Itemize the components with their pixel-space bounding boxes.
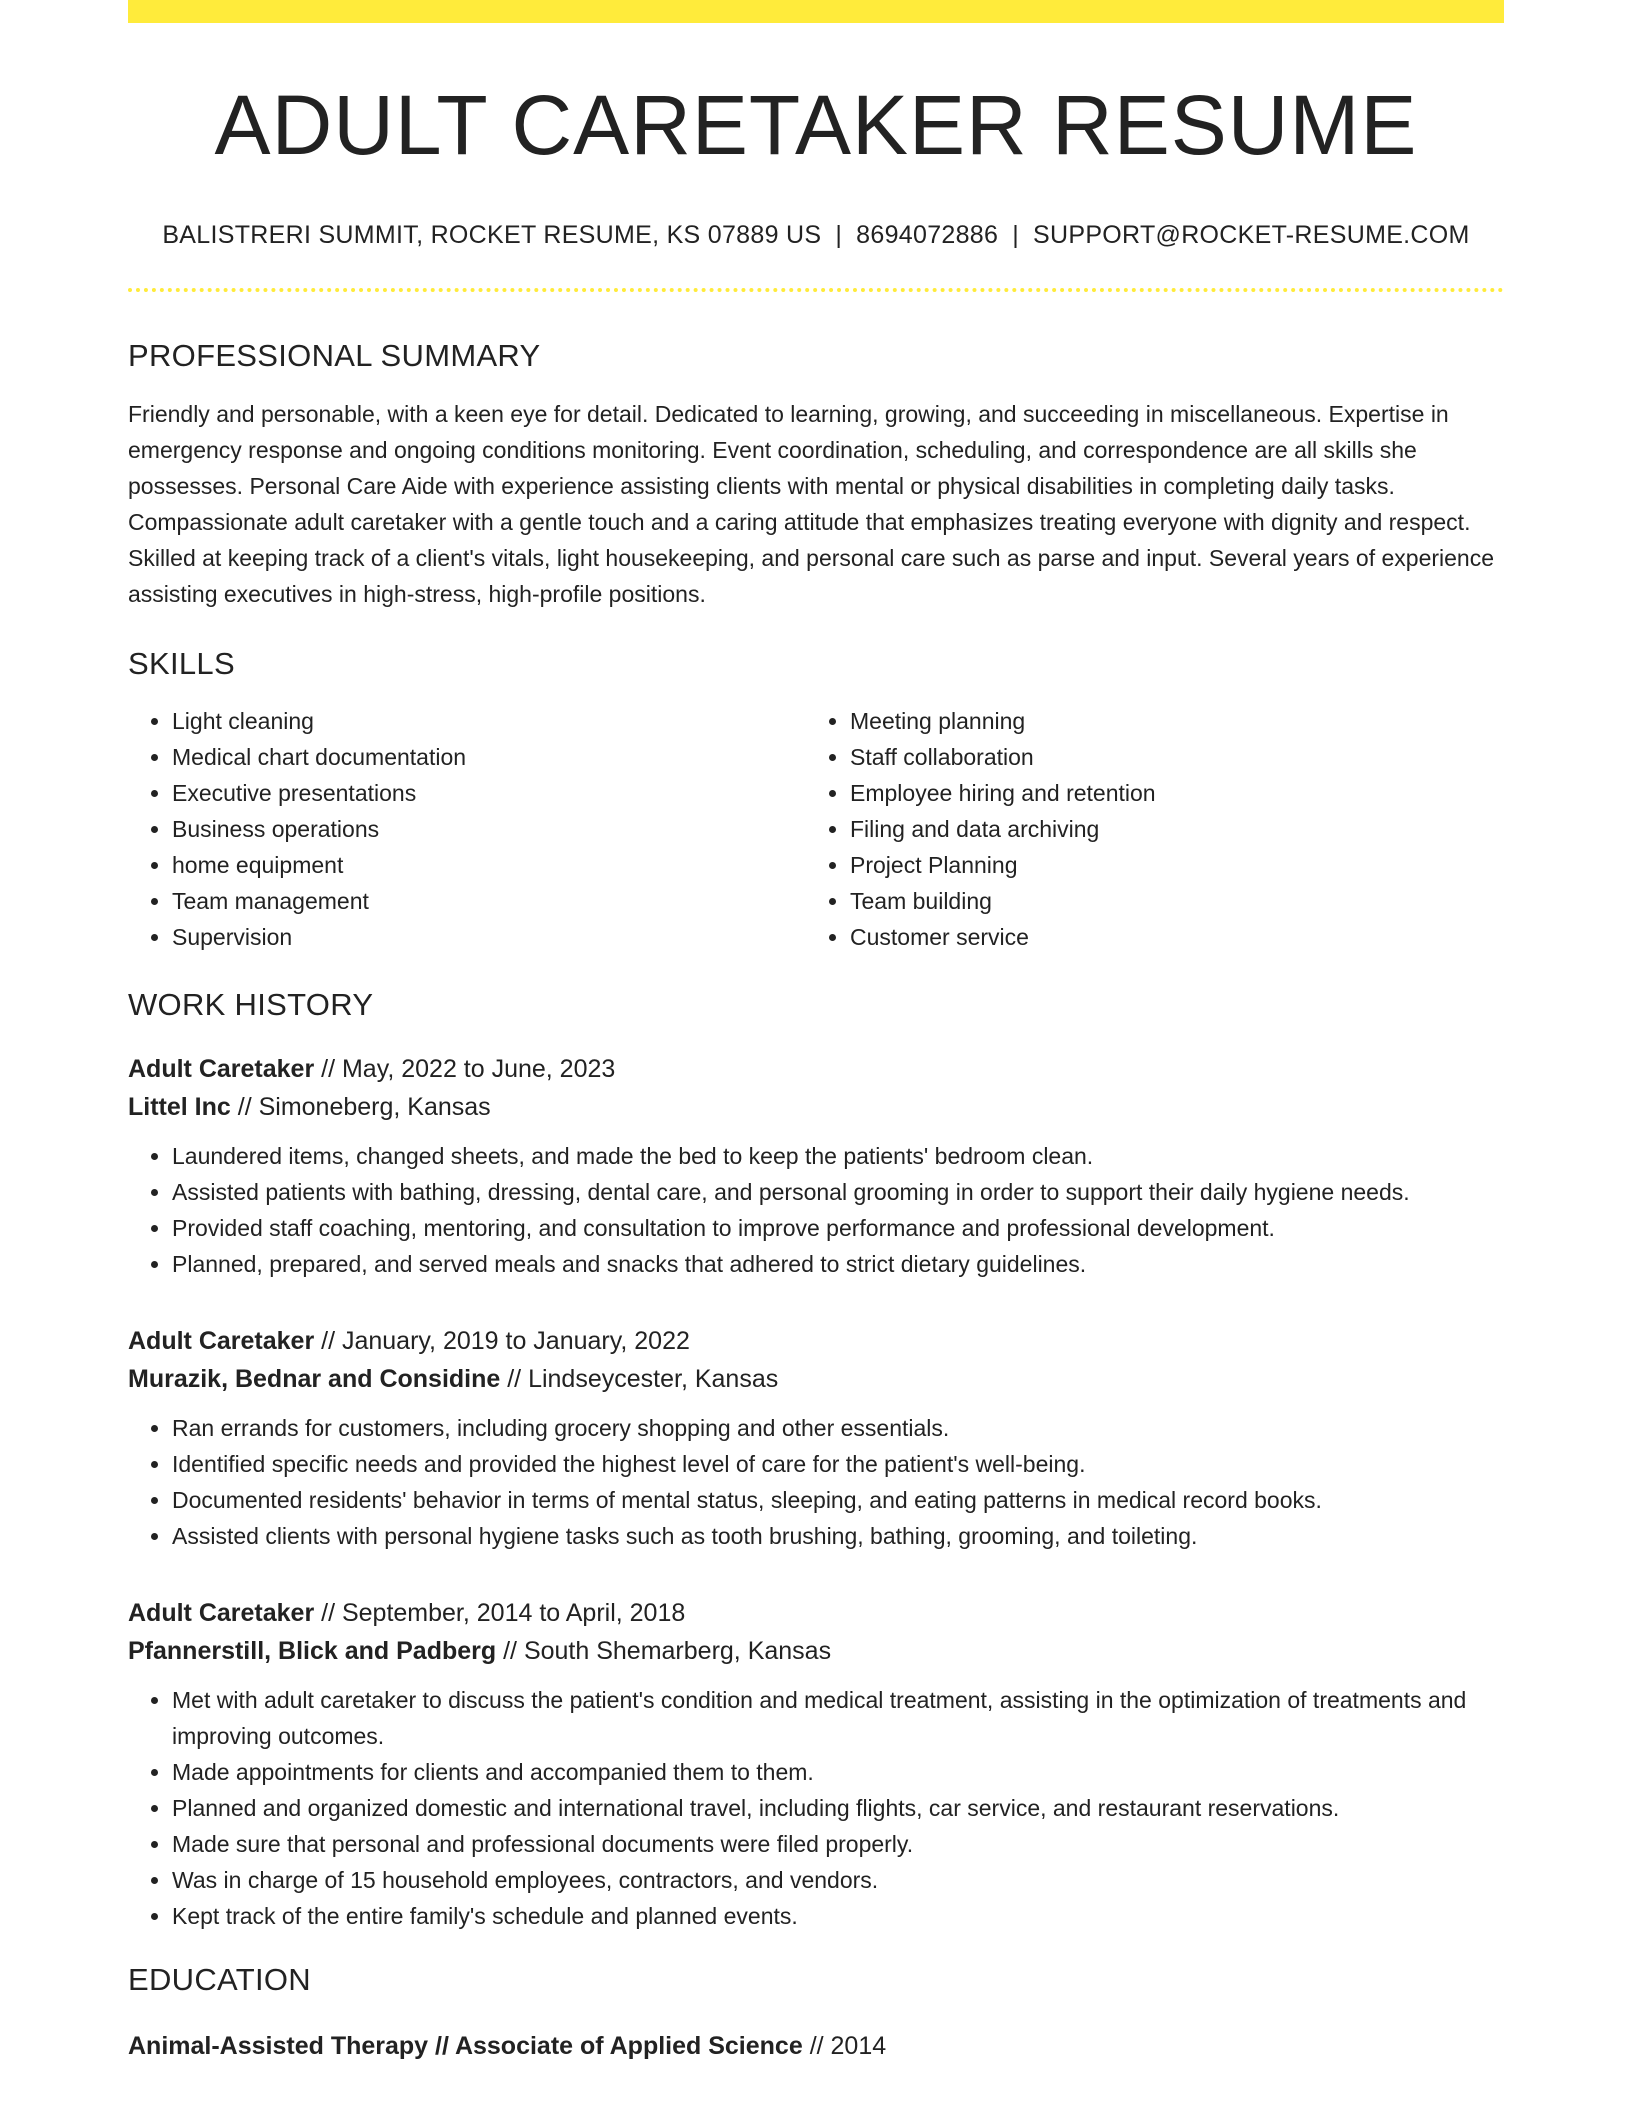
contact-address: BALISTRERI SUMMIT, ROCKET RESUME, KS 07889 US <box>162 221 822 249</box>
job-bullet: • Planned and organized domestic and international travel, including flights, car service, and restaurant reservations. <box>172 1790 1504 1826</box>
job-entry <box>128 1594 1504 1934</box>
skill-item: • Business operations <box>172 811 806 847</box>
job-bullet: • Identified specific needs and provided the highest level of care for the patient's well-being. <box>172 1446 1504 1482</box>
dotted-divider <box>128 288 1504 292</box>
skill-item: • Filing and data archiving <box>850 811 1484 847</box>
skills-heading: SKILLS <box>128 646 235 681</box>
contact-separator: | <box>1012 221 1020 249</box>
contact-phone: 8694072886 <box>856 221 999 249</box>
summary-text: Friendly and personable, with a keen eye for detail. Dedicated to learning, growing, and succeeding in miscellaneous. Expertise in emergency response and ongoing conditions monitoring. Event coordination, scheduling, and correspondence are all skills she possesses. Personal Care Aide with experience assisting clients with mental or physical disabilities in completing daily tasks. Compassionate adult caretaker with a gentle touch and a caring attitude that emphasizes treating everyone with dignity and respect. Skilled at keeping track of a client's vitals, light housekeeping, and personal care such as parse and input. Several years of experience assisting executives in high-stress, high-profile positions. <box>128 401 1495 607</box>
skill-item: • Staff collaboration <box>850 739 1484 775</box>
skills-column-right <box>806 703 1484 955</box>
job-entry <box>128 1322 1504 1554</box>
job-company-line <box>128 1632 1504 1670</box>
job-bullet: • Ran errands for customers, including grocery shopping and other essentials. <box>172 1410 1504 1446</box>
job-location: // Lindseycester, Kansas <box>507 1365 779 1393</box>
resume-title: ADULT CARETAKER RESUME <box>214 78 1418 172</box>
education-heading: EDUCATION <box>128 1962 311 1997</box>
job-role-line <box>128 1594 1504 1632</box>
skills-column-left <box>128 703 806 955</box>
job-location: // South Shemarberg, Kansas <box>503 1637 832 1665</box>
skill-item: • Customer service <box>850 919 1484 955</box>
job-dates: // January, 2019 to January, 2022 <box>321 1327 690 1355</box>
job-role-line <box>128 1050 1504 1088</box>
education-year: // 2014 <box>809 2032 887 2060</box>
skills-list <box>128 703 1504 955</box>
education-program: Animal-Assisted Therapy // Associate of Applied Science <box>128 2032 803 2060</box>
job-company: Littel Inc <box>128 1093 231 1121</box>
skill-item: • Light cleaning <box>172 703 806 739</box>
job-role-line <box>128 1322 1504 1360</box>
contact-separator: | <box>835 221 843 249</box>
contact-line <box>128 223 1504 248</box>
job-bullets <box>128 1410 1504 1554</box>
skill-item: • Executive presentations <box>172 775 806 811</box>
job-company-line <box>128 1360 1504 1398</box>
job-bullet: • Planned, prepared, and served meals and snacks that adhered to strict dietary guidelines. <box>172 1246 1504 1282</box>
job-role: Adult Caretaker <box>128 1055 315 1083</box>
job-bullet: • Documented residents' behavior in terms of mental status, sleeping, and eating patterns in medical record books. <box>172 1482 1504 1518</box>
job-bullet: • Laundered items, changed sheets, and made the bed to keep the patients' bedroom clean. <box>172 1138 1504 1174</box>
job-dates: // May, 2022 to June, 2023 <box>321 1055 616 1083</box>
skill-item: • home equipment <box>172 847 806 883</box>
skill-item: • Meeting planning <box>850 703 1484 739</box>
job-bullets <box>128 1138 1504 1282</box>
summary-heading: PROFESSIONAL SUMMARY <box>128 338 541 373</box>
job-entry <box>128 1050 1504 1282</box>
skill-item: • Project Planning <box>850 847 1484 883</box>
job-bullet: • Met with adult caretaker to discuss the patient's condition and medical treatment, assisting in the optimization of treatments and improving outcomes. <box>172 1682 1504 1754</box>
job-role: Adult Caretaker <box>128 1599 315 1627</box>
job-bullet: • Assisted clients with personal hygiene tasks such as tooth brushing, bathing, grooming, and toileting. <box>172 1518 1504 1554</box>
job-company: Pfannerstill, Blick and Padberg <box>128 1637 497 1665</box>
skill-item: • Supervision <box>172 919 806 955</box>
job-bullet: • Assisted patients with bathing, dressing, dental care, and personal grooming in order to support their daily hygiene needs. <box>172 1174 1504 1210</box>
job-bullets <box>128 1682 1504 1934</box>
education-entry <box>128 2027 1504 2065</box>
resume-page <box>128 0 1504 2065</box>
work-history-heading: WORK HISTORY <box>128 987 374 1022</box>
job-bullet: • Kept track of the entire family's schedule and planned events. <box>172 1898 1504 1934</box>
job-bullet: • Made appointments for clients and accompanied them to them. <box>172 1754 1504 1790</box>
contact-email: SUPPORT@ROCKET-RESUME.COM <box>1033 221 1470 249</box>
skill-item: • Medical chart documentation <box>172 739 806 775</box>
skill-item: • Employee hiring and retention <box>850 775 1484 811</box>
job-company: Murazik, Bednar and Considine <box>128 1365 501 1393</box>
top-accent-bar <box>128 0 1504 23</box>
job-dates: // September, 2014 to April, 2018 <box>321 1599 686 1627</box>
job-bullet: • Provided staff coaching, mentoring, and consultation to improve performance and professional development. <box>172 1210 1504 1246</box>
job-role: Adult Caretaker <box>128 1327 315 1355</box>
job-bullet: • Made sure that personal and professional documents were filed properly. <box>172 1826 1504 1862</box>
job-bullet: • Was in charge of 15 household employees, contractors, and vendors. <box>172 1862 1504 1898</box>
skill-item: • Team management <box>172 883 806 919</box>
skill-item: • Team building <box>850 883 1484 919</box>
job-company-line <box>128 1088 1504 1126</box>
job-location: // Simoneberg, Kansas <box>237 1093 491 1121</box>
